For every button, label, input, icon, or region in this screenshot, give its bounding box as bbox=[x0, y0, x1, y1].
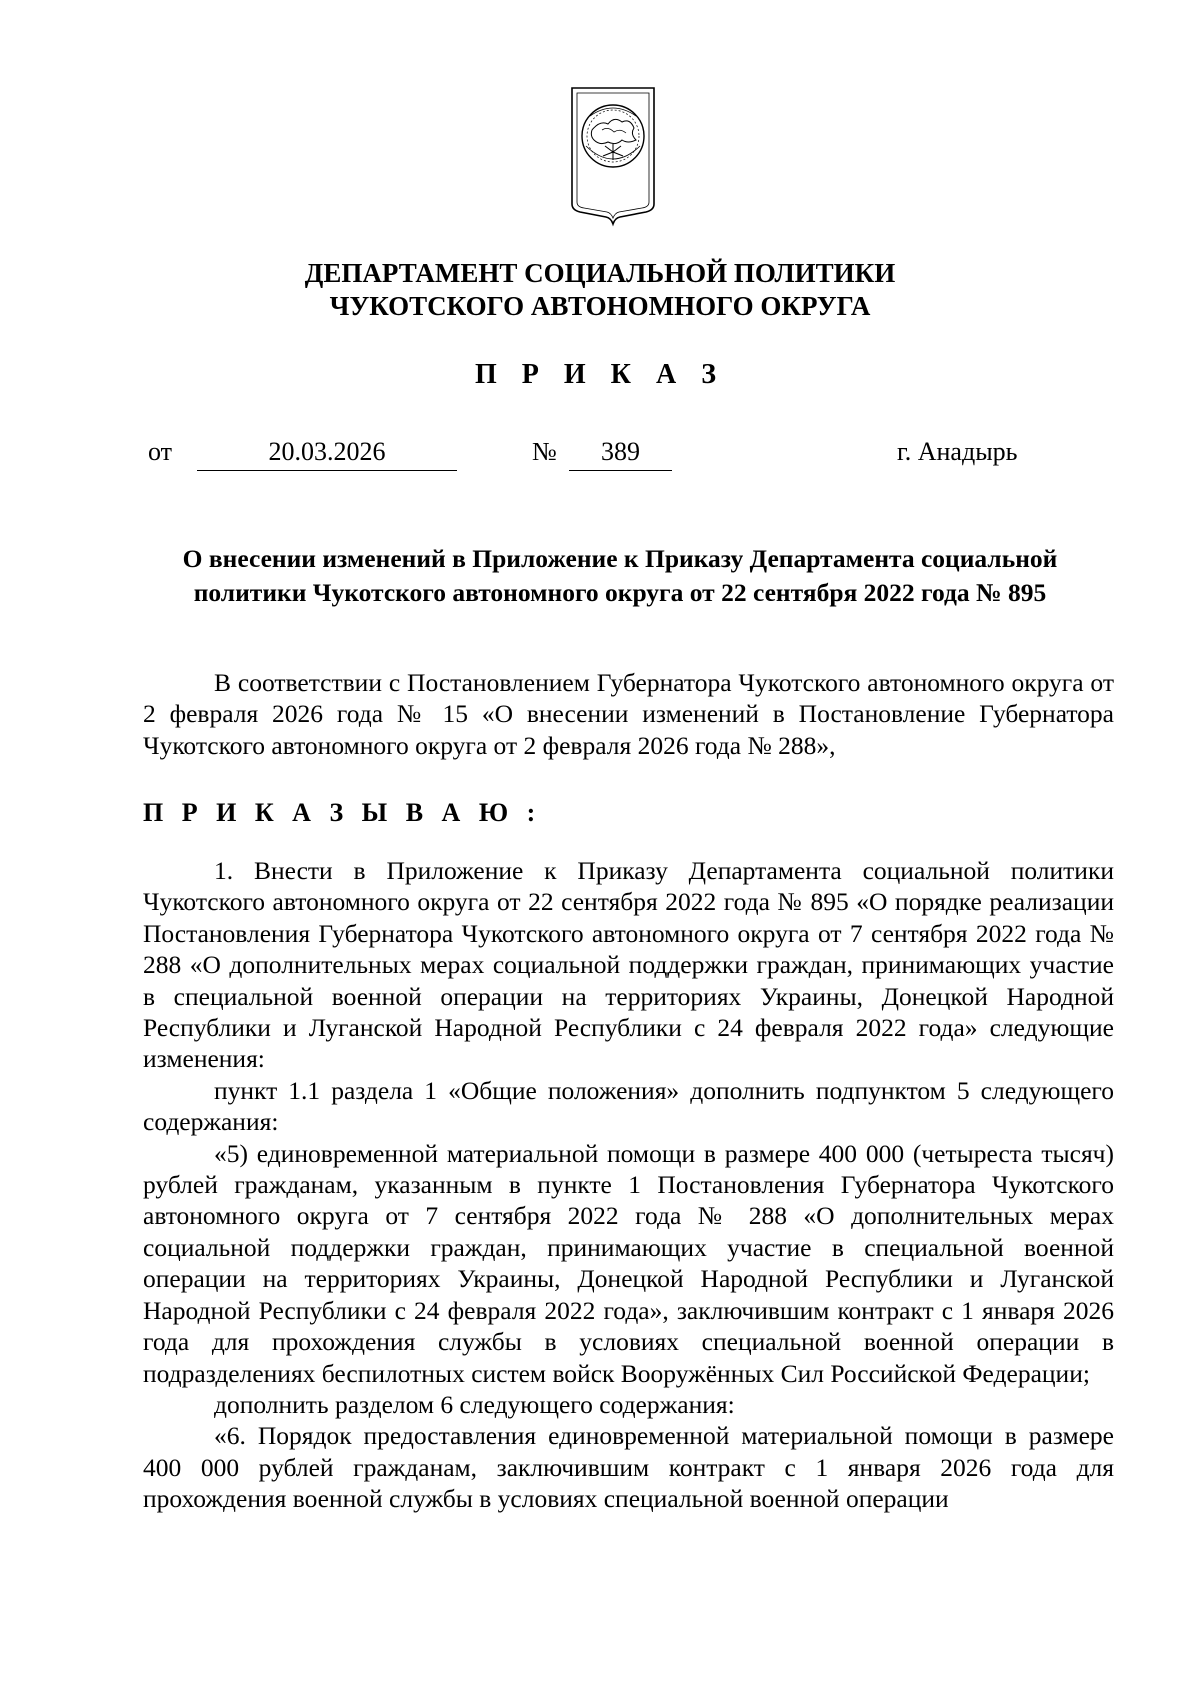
order-word: П Р И К А З Ы В А Ю : bbox=[143, 798, 542, 827]
order-body bbox=[143, 855, 1114, 1515]
document-type-title: П Р И К А З bbox=[475, 359, 725, 390]
subject-line2: политики Чукотского автономного округа от 22 сентября 2022 года № 895 bbox=[193, 578, 1047, 607]
paragraph-2: пункт 1.1 раздела 1 «Общие положения» дополнить подпунктом 5 следующего содержания: bbox=[143, 1075, 1114, 1137]
preamble-paragraph: В соответствии с Постановлением Губернатора Чукотского автономного округа от 2 февраля 2026 года № 15 «О внесении изменений в Постановление Губернатора Чукотского автономного округа от 2 февраля 2026 года № 288», bbox=[143, 668, 1114, 760]
number-prefix: № bbox=[532, 437, 557, 466]
document-subject bbox=[140, 542, 1100, 610]
paragraph-4: дополнить разделом 6 следующего содержания: bbox=[214, 1389, 735, 1419]
coat-of-arms-emblem bbox=[570, 86, 656, 236]
paragraph-5: «6. Порядок предоставления единовременной материальной помощи в размере 400 000 рублей гражданам, заключившим контракт с 1 января 2026 года для прохождения военной службы в условиях специальной военной операции bbox=[143, 1421, 1114, 1514]
paragraph-3: «5) единовременной материальной помощи в размере 400 000 (четыреста тысяч) рублей гражданам, указанным в пункте 1 Постановления Губернатора Чукотского автономного округа от 7 сентября 2022 года № 288 «О дополнительных мерах социальной поддержки граждан, принимающих участие в специальной военной операции на территориях Украины, Донецкой Народной Республики и Луганской Народной Республики с 24 февраля 2022 года», заключившим контракт с 1 января 2026 года для прохождения службы в условиях специальной военной операции в подразделениях беспилотных систем войск Вооружённых Сил Российской Федерации; bbox=[143, 1138, 1114, 1388]
city-label: г. Анадырь bbox=[897, 437, 1018, 466]
subject-line1: О внесении изменений в Приложение к Приказу Департамента социальной bbox=[182, 544, 1058, 573]
date-field: 20.03.2026 bbox=[197, 436, 457, 471]
number-field: 389 bbox=[569, 436, 672, 471]
paragraph-1: 1. Внести в Приложение к Приказу Департамента социальной политики Чукотского автономного округа от 22 сентября 2022 года № 895 «О порядке реализации Постановления Губернатора Чукотского автономного округа от 7 сентября 2022 года № 288 «О дополнительных мерах социальной поддержки граждан, принимающих участие в специальной военной операции на территориях Украины, Донецкой Народной Республики и Луганской Народной Республики с 24 февраля 2022 года» следующие изменения: bbox=[143, 856, 1114, 1074]
coat-of-arms-icon bbox=[570, 86, 656, 236]
organization-name-line2: ЧУКОТСКОГО АВТОНОМНОГО ОКРУГА bbox=[329, 291, 871, 321]
preamble-block bbox=[143, 667, 1114, 761]
organization-name-line1: ДЕПАРТАМЕНТ СОЦИАЛЬНОЙ ПОЛИТИКИ bbox=[304, 258, 896, 288]
date-prefix: от bbox=[148, 437, 173, 466]
